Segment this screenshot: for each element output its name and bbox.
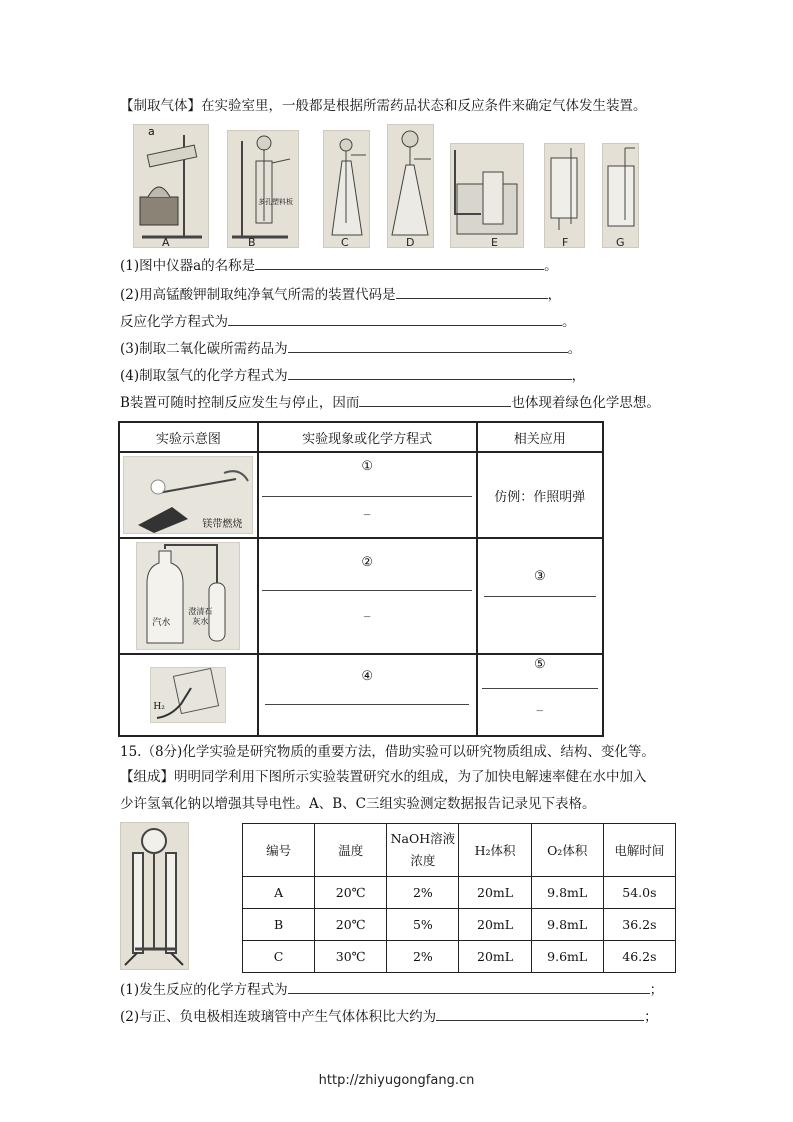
answer-blank-1[interactable]	[255, 257, 544, 270]
apparatus-c-image	[323, 130, 370, 248]
mark-1: ①	[361, 459, 373, 474]
electrolysis-apparatus-image	[120, 822, 189, 970]
table-row: C 30℃ 2% 20mL 9.6mL 46.2s	[243, 941, 676, 973]
composition-line-1: 【组成】明明同学利用下图所示实验装置研究水的组成，为了加快电解速率健在水中加入	[120, 769, 647, 785]
bottom-question-1: (1)发生反应的化学方程式为 ；	[120, 982, 664, 998]
apparatus-label-c: C	[341, 236, 349, 249]
table-row: A 20℃ 2% 20mL 9.8mL 54.0s	[243, 877, 676, 909]
hydrogen-burning-drawing	[151, 668, 225, 722]
answer-blank-2b[interactable]	[228, 313, 562, 326]
hydrogen-caption: H₂	[153, 702, 165, 712]
apparatus-b-drawing	[228, 131, 298, 247]
apparatus-e-image	[450, 143, 524, 248]
apparatus-f-image	[544, 143, 585, 248]
footer-url[interactable]: http://zhiyugongfang.cn	[318, 1073, 475, 1088]
dash-2: _	[363, 603, 371, 618]
header-o2-volume: O₂体积	[531, 824, 603, 877]
apparatus-b-image	[227, 130, 299, 248]
answer-line-4[interactable]	[265, 704, 469, 705]
answer-line-1[interactable]	[262, 496, 472, 497]
mark-5: ⑤	[533, 657, 546, 672]
answer-line-5[interactable]	[482, 688, 598, 689]
experiment-table-header	[119, 422, 603, 452]
bottom-question-2: (2)与正、负电极相连玻璃管中产生气体体积比大约为 ；	[120, 1009, 658, 1025]
composition-heading: 【组成】	[120, 769, 174, 785]
apparatus-d-drawing	[388, 125, 433, 247]
application-1: 仿例：作照明弹	[477, 452, 603, 538]
answer-line-3[interactable]	[484, 596, 596, 597]
question-2b: 反应化学方程式为 。	[120, 314, 576, 330]
answer-blank-4[interactable]	[288, 367, 572, 380]
apparatus-label-f: F	[562, 236, 569, 249]
question-5: B装置可随时控制反应发生与停止，因而 也体现着绿色化学思想。	[120, 395, 660, 411]
question-2: (2)用高锰酸钾制取纯净氧气所需的装置代码是 ，	[120, 287, 562, 303]
mark-2: ②	[361, 555, 373, 570]
magnesium-burning-image	[123, 456, 253, 534]
dash-5: _	[536, 697, 544, 712]
dash-1: _	[363, 501, 371, 516]
apparatus-b-note: 多孔塑料板	[258, 198, 293, 206]
header-electrolysis-time: 电解时间	[603, 824, 675, 877]
soda-limewater-image	[136, 542, 240, 650]
header-diagram: 实验示意图	[119, 422, 258, 452]
mark-4: ④	[361, 669, 373, 684]
experiment-table	[118, 421, 604, 737]
answer-blank-bottom-2[interactable]	[436, 1008, 644, 1021]
apparatus-g-drawing	[603, 144, 638, 247]
apparatus-a-image	[133, 124, 209, 248]
header-h2-volume: H₂体积	[459, 824, 531, 877]
apparatus-a-marker: a	[148, 125, 155, 138]
table-row: B 20℃ 5% 20mL 9.8mL 36.2s	[243, 909, 676, 941]
limewater-caption: 澄清石灰水	[188, 607, 213, 626]
mark-3: ③	[533, 569, 546, 584]
header-phenomenon: 实验现象或化学方程式	[258, 422, 477, 452]
experiment-row-1	[119, 452, 603, 538]
apparatus-g-image	[602, 143, 639, 248]
composition-line-2: 少许氢氧化钠以增强其导电性。A、B、C三组实验测定数据报告记录见下表格。	[120, 796, 596, 812]
soda-caption: 汽水	[152, 618, 171, 628]
electrolysis-data-table	[242, 823, 676, 973]
answer-line-2[interactable]	[262, 590, 472, 591]
apparatus-label-d: D	[406, 236, 415, 249]
experiment-row-2	[119, 538, 603, 654]
intro-heading: 【制取气体】	[120, 98, 201, 114]
header-application: 相关应用	[477, 422, 603, 452]
apparatus-label-e: E	[491, 236, 498, 249]
header-naoh-concentration: NaOH溶液浓度	[387, 824, 459, 877]
apparatus-f-drawing	[545, 144, 584, 247]
question-15-title: 15.（8分)化学实验是研究物质的重要方法，借助实验可以研究物质组成、结构、变化等。	[120, 744, 655, 760]
question-1: (1)图中仪器a的名称是 。	[120, 258, 558, 274]
answer-blank-5[interactable]	[359, 394, 511, 407]
header-temperature: 温度	[315, 824, 387, 877]
electrolysis-apparatus-drawing	[121, 823, 188, 969]
intro-line	[120, 98, 647, 114]
magnesium-caption: 镁带燃烧	[202, 519, 243, 530]
apparatus-label-b: B	[248, 236, 256, 249]
answer-blank-2[interactable]	[396, 286, 548, 299]
apparatus-label-a: A	[162, 236, 170, 249]
hydrogen-burning-image	[150, 667, 226, 723]
apparatus-label-g: G	[616, 236, 625, 249]
data-table-header	[243, 824, 676, 877]
apparatus-a-drawing	[134, 125, 208, 247]
experiment-row-3	[119, 654, 603, 736]
soda-limewater-drawing	[137, 543, 239, 649]
question-4: (4)制取氢气的化学方程式为 ，	[120, 368, 586, 384]
header-id: 编号	[243, 824, 315, 877]
question-3: (3)制取二氧化碳所需药品为 。	[120, 341, 582, 357]
apparatus-d-image	[387, 124, 434, 248]
answer-blank-3[interactable]	[288, 340, 568, 353]
apparatus-e-drawing	[451, 144, 523, 247]
apparatus-c-drawing	[324, 131, 369, 247]
intro-text: 在实验室里，一般都是根据所需药品状态和反应条件来确定气体发生装置。	[201, 98, 647, 114]
answer-blank-bottom-1[interactable]	[288, 981, 650, 994]
